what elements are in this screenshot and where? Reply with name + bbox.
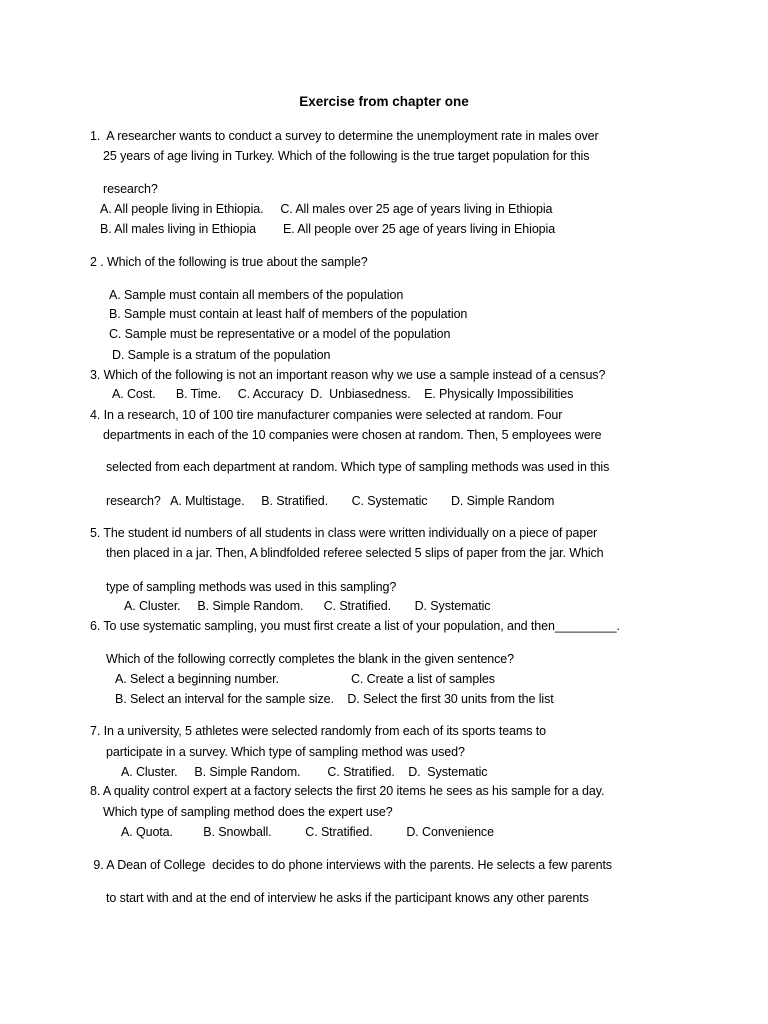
question-9-line-1: 9. A Dean of College decides to do phone interviews with the parents. He selects a few parents <box>90 858 612 872</box>
question-2-option-a: A. Sample must contain all members of the population <box>109 288 404 302</box>
question-4-line-2: departments in each of the 10 companies were chosen at random. Then, 5 employees were <box>103 428 602 442</box>
question-7-line-2: participate in a survey. Which type of sampling method was used? <box>106 745 465 759</box>
question-1-options-row-1: A. All people living in Ethiopia. C. All males over 25 age of years living in Ethiopia <box>100 202 553 216</box>
question-6-option-a: A. Select a beginning number. <box>115 672 279 686</box>
question-5-options: A. Cluster. B. Simple Random. C. Stratified. D. Systematic <box>124 599 491 613</box>
question-3-options: A. Cost. B. Time. C. Accuracy D. Unbiasedness. E. Physically Impossibilities <box>112 387 574 401</box>
question-1-options-row-2: B. All males living in Ethiopia E. All people over 25 age of years living in Ehiopia <box>100 222 556 236</box>
question-6-option-c: C. Create a list of samples <box>351 672 495 686</box>
question-1-line-1: 1. A researcher wants to conduct a survey to determine the unemployment rate in males over <box>90 129 599 143</box>
question-1-line-3: research? <box>103 182 158 196</box>
question-3: 3. Which of the following is not an important reason why we use a sample instead of a census? <box>90 368 606 382</box>
question-7-options: A. Cluster. B. Simple Random. C. Stratified. D. Systematic <box>121 765 488 779</box>
question-4-line-3: selected from each department at random. Which type of sampling methods was used in this <box>106 460 610 474</box>
question-2-option-d: D. Sample is a stratum of the population <box>112 348 331 362</box>
page-title: Exercise from chapter one <box>299 94 469 109</box>
question-6-options-row-2: B. Select an interval for the sample size. D. Select the first 30 units from the list <box>115 692 554 706</box>
question-7-line-1: 7. In a university, 5 athletes were selected randomly from each of its sports teams to <box>90 724 546 738</box>
question-1-line-2: 25 years of age living in Turkey. Which of the following is the true target population for this <box>103 149 590 163</box>
question-9-line-2: to start with and at the end of interview he asks if the participant knows any other parents <box>106 891 589 905</box>
question-5-line-3: type of sampling methods was used in this sampling? <box>106 580 397 594</box>
question-6-line-1: 6. To use systematic sampling, you must first create a list of your population, and then_________. <box>90 619 620 633</box>
question-4-line-4: research? A. Multistage. B. Stratified. C. Systematic D. Simple Random <box>106 494 555 508</box>
question-2-option-b: B. Sample must contain at least half of members of the population <box>109 307 468 321</box>
question-8-options: A. Quota. B. Snowball. C. Stratified. D. Convenience <box>121 825 494 839</box>
question-8-line-2: Which type of sampling method does the expert use? <box>103 805 393 819</box>
question-4-line-1: 4. In a research, 10 of 100 tire manufacturer companies were selected at random. Four <box>90 408 563 422</box>
question-5-line-2: then placed in a jar. Then, A blindfolded referee selected 5 slips of paper from the jar. Which <box>106 546 604 560</box>
question-2-option-c: C. Sample must be representative or a model of the population <box>109 327 451 341</box>
question-8-line-1: 8. A quality control expert at a factory selects the first 20 items he sees as his sample for a day. <box>90 784 605 798</box>
question-2: 2 . Which of the following is true about the sample? <box>90 255 368 269</box>
question-5-line-1: 5. The student id numbers of all students in class were written individually on a piece of paper <box>90 526 598 540</box>
question-6-line-2: Which of the following correctly completes the blank in the given sentence? <box>106 652 515 666</box>
